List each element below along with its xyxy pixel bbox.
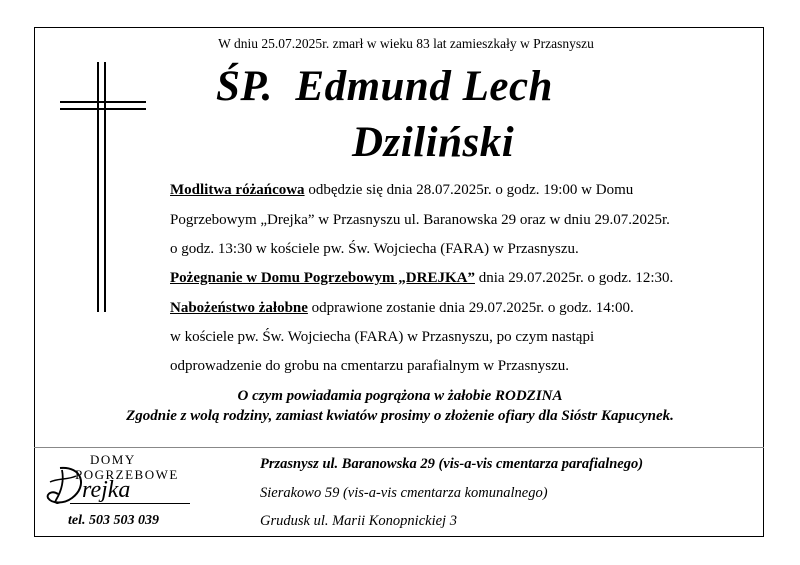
rosary-line2: Pogrzebowym „Drejka” w Przasnyszu ul. Baranowska 29 oraz w dniu 29.07.2025r. xyxy=(170,212,670,228)
service-text: odprawione zostanie dnia 29.07.2025r. o godz. 14:00. xyxy=(307,300,634,316)
logo-text-drejka: rejka xyxy=(82,477,131,503)
service-title: Nabożeństwo żałobne xyxy=(170,300,308,316)
phone-number: tel. 503 503 039 xyxy=(68,513,159,528)
rosary-text: odbędzie się dnia 28.07.2025r. o godz. 19:00 w Domu xyxy=(304,182,634,198)
intro-text: W dniu 25.07.2025r. zmarł w wieku 83 lat zamieszkały w Przasnyszu xyxy=(218,36,594,51)
donation-request: Zgodnie z wolą rodziny, zamiast kwiatów prosimy o złożenie ofiary dla Sióstr Kapucynek. xyxy=(126,408,674,424)
logo-text-pogrzebowe: POGRZEBOWE xyxy=(75,467,179,482)
address-grudusk: Grudusk ul. Marii Konopnickiej 3 xyxy=(260,513,457,529)
rosary-paragraph xyxy=(170,182,633,199)
deceased-name-line2: Dziliński xyxy=(352,119,515,166)
logo-text-domy: DOMY xyxy=(90,452,136,467)
intro-line xyxy=(0,36,800,52)
farewell-paragraph xyxy=(170,270,673,287)
family-notice: O czym powiadamia pogrążona w żałobie RODZINA xyxy=(237,388,563,404)
farewell-title: Pożegnanie w Domu Pogrzebowym „DREJKA” xyxy=(170,270,475,286)
service-line2: w kościele pw. Św. Wojciecha (FARA) w Przasnyszu, po czym nastąpi xyxy=(170,329,595,345)
address-przasnysz: Przasnysz ul. Baranowska 29 (vis-a-vis cmentarza parafialnego) xyxy=(260,456,644,472)
deceased-name-line1: ŚP. Edmund Lech xyxy=(216,63,553,110)
farewell-text: dnia 29.07.2025r. o godz. 12:30. xyxy=(474,270,674,286)
rosary-title: Modlitwa różańcowa xyxy=(170,182,305,198)
rosary-line3: o godz. 13:30 w kościele pw. Św. Wojciecha (FARA) w Przasnyszu. xyxy=(170,241,579,257)
logo-underline xyxy=(70,503,190,504)
footer-divider xyxy=(34,447,764,448)
address-sierakowo: Sierakowo 59 (vis-a-vis cmentarza komunalnego) xyxy=(260,485,548,501)
service-paragraph xyxy=(170,300,634,317)
service-line3: odprowadzenie do grobu na cmentarzu parafialnym w Przasnyszu. xyxy=(170,358,570,374)
